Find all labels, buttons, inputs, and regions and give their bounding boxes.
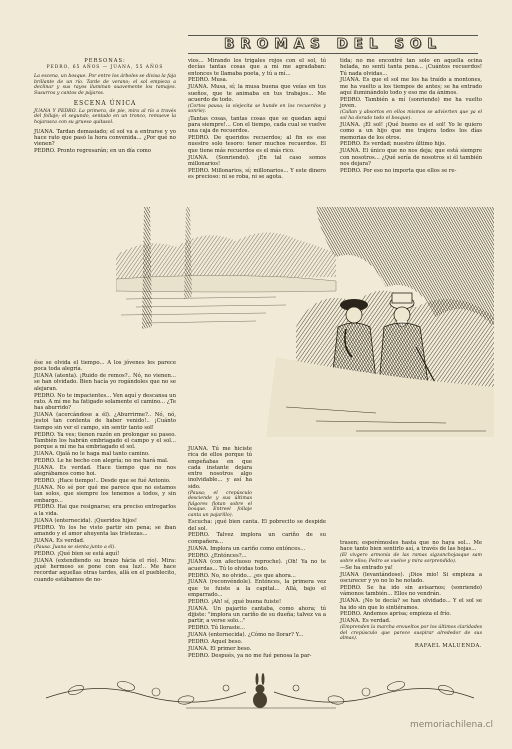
dialogue-line: JUANA. Es verdad. xyxy=(340,618,391,625)
dialogue-line: PEDRO. Le he becho con alegría; no me hará mal. xyxy=(34,458,169,465)
dialogue-line: vios... Mirando los trigales rojos con el sol, tú decías tantas cosas que a mí me agradaban: entonces te llamaba poeta, y tú a mí... xyxy=(188,58,326,77)
dialogue-line: PEDRO. De queridos recuerdos; al fin es ese nuestro solo tesoro: tener muchos recuerdos. El que tiene más recuerdos es el más rico. xyxy=(188,135,326,154)
scene-direction: JUANA Y PEDRO. La primera, de pie, mira al río a través del follaje; el segundo, sentado en un tronco, remueve la hojarasca con su grueso quitasol. xyxy=(34,108,176,126)
dialogue-line: JUANA. Es verdad. Hace tiempo que no nos alegrábamos como hoi. xyxy=(34,464,176,478)
dialogue-line: JUANA. (Sonriendo). ¡En tal caso somos millonarios! xyxy=(188,154,326,167)
page-title: BROMAS DEL SOL xyxy=(188,35,478,54)
dialogue-line: PEDRO. Pronto regresarán; en un día como xyxy=(34,148,151,155)
stage-direction: (El vivgero armonía de las ramas sigzanchojasque sam sobre ellos; Pedro se vuelve y mira sorprendido). xyxy=(340,553,482,564)
stage-direction: (Pausa. Juana se sienta junto a él). xyxy=(34,544,116,550)
scene-heading: ESCENA ÚNICA xyxy=(73,99,137,107)
dialogue-line: JUANA. El primer beso. xyxy=(188,646,252,652)
column-middle-top xyxy=(188,58,326,181)
setting-text: La escena, un bosque. Por entre los árboles se divisa la faja brillante de un río. Tarde de verano; el sol empieza a declinar y sus rayos iluminan suavemente los ramajes. Susurros y cantos de pájaros. xyxy=(34,74,176,96)
dialogue-line: PEDRO. Después, ya no me fué penosa la par- xyxy=(188,652,312,659)
dialogue-line: PEDRO. No te impacientes... Ven aquí y descansa un rato. A mí me ha fatigado solamente el camino... ¿Te has aburrido? xyxy=(34,392,176,412)
author-signature: RAFAEL MALUENDA. xyxy=(414,642,482,649)
dialogue-line: PEDRO. Se ha ido sin avisarnos; (sonriendo) vámonos también... Ellos no vendrán. xyxy=(340,585,482,598)
cast-list: PEDRO, 65 AÑOS — JUANA, 55 AÑOS xyxy=(46,64,164,70)
dialogue-line: JUANA (levantándose). ¡Dios mio! Si empieza a oscurecer y yo no lo he notado. xyxy=(340,571,482,585)
rabbit-icon xyxy=(253,673,267,708)
dialogue-line: JUANA. Tú me hiciste rica de ellos porque tú empeñabas en que cada instante dejara entre nosotros algo inolvidable... y así ha sido. xyxy=(188,446,252,490)
dialogue-line: PEDRO. También a mí (sonriendo) me ha vuelto joven. xyxy=(340,96,482,110)
dialogue-line: PEDRO. Yo los he visto partir sin pena; se iban amando y el amor ahuyenta las tristezas... xyxy=(34,524,176,537)
column-left-bottom xyxy=(34,360,176,583)
column-right-top xyxy=(340,58,482,175)
dialogue-line: PEDRO. ¿Entónces?... xyxy=(188,552,247,559)
stage-direction: (Callan y absortos en ellos mismos se advierten que ya el sol ha dorado todo el bosque). xyxy=(340,110,482,121)
dialogue-line: PEDRO. Hai que resignarse; era preciso entregarlos a la vida. xyxy=(34,504,176,517)
dialogue-line: JUANA. Tardan demasiado; el sol va a entrarse y yo hace rato que pasó la hora convenida... ¿Por qué no vienen? xyxy=(34,128,176,148)
dialogue-line: PEDRO. No, no olvido... ¿es que ahora... xyxy=(188,572,296,579)
dialogue-line: trasen; esperémosles hasta que no haya sol... Me hace tanto bien sentirlo así, a través de las hojas... xyxy=(340,540,482,553)
dialogue-line: ése se olvida el tiempo... A los jóvenes les parece poca toda alegría. xyxy=(34,360,176,373)
dialogue-line: PEDRO. Aquel beso. xyxy=(188,639,243,646)
dialogue-line: —Se ha entrado ya! xyxy=(340,564,393,571)
dialogue-line: JUANA (enternecida). ¿Cómo no llorar? Y... xyxy=(188,632,304,639)
dialogue-line: JUANA. ¡El sol! ¡Qué bueno es el sol! Yo le quiero como a un hijo que me trajera todos los días memorias de los otros. xyxy=(340,121,482,141)
dialogue-line: JUANA (enternecida). ¡Queridos hijos! xyxy=(34,517,137,524)
dialogue-line: JUANA. Es verdad. xyxy=(34,537,85,544)
dialogue-line: PEDRO. Ya ves; tienen razón en prolongar su paseo. También los habrán embriagado el campo y el sol... porque a mí me ha embriagado el sol. xyxy=(34,431,176,451)
dialogue-line: JUANA (reconvéndole). Entónces, la primera vez que te fuiste a la capital... Allá, bajo el emparrado... xyxy=(188,579,326,599)
dialogue-line: JUANA. Musa, sí; la musa buena que veías en tus sueños, que te animaba en tus trabajos... Me acuerdo de todo. xyxy=(188,84,326,103)
dialogue-line: PEDRO. ¡Qué bien se está aquí! xyxy=(34,550,120,557)
dialogue-line: tida; no me encontré tan solo en aquella ocina helada, no sentí tanta pena... ¡Cuántos recuerdos! Tú nada olvidas... xyxy=(340,58,482,77)
dialogue-line: PEDRO. ¡Hace tiempo!.. Desde que se fué Antonio. xyxy=(34,478,171,485)
floral-footer-ornament xyxy=(36,670,484,710)
dialogue-line: JUANA (extendiendo su brazo hácia el río). Mira: ¡qué hermoso se pone con esa luz!.. Me hace recordar aquellas otras tardes, allá en el pueblecito, cuando estábamos de no- xyxy=(34,557,176,583)
stage-direction: (Cortos pausa; la viejecita se hunde en los recuerdos y sonríe). xyxy=(188,103,326,115)
dialogue-line: PEDRO. Millonarios, sí; millonarios... Y este dinero es precioso: ni se roba, ni se agota. xyxy=(188,167,326,181)
stage-direction: (Pausa; el crepúsculo desciende y sus últimas fulgores flotan sobre el bosque. Entreel follaje canta un pajarillo). xyxy=(188,490,252,519)
dialogue-line: JUANA. Implora un cariño como entónces... xyxy=(188,545,306,552)
column-middle-bottom xyxy=(188,446,326,660)
dialogue-line: JUANA. Ojalá no le haga mal tanto camino. xyxy=(34,451,150,458)
dialogue-line: PEDRO. Musa. xyxy=(188,77,228,84)
dialogue-line: JUANA (atenta). ¡Ruido de remos?.. Nó, no vienen... se han olvidado. Bien hacía yo rogándoles que no se alejaran. xyxy=(34,373,176,392)
column-right-bottom xyxy=(340,540,482,649)
dialogue-line: PEDRO. Es verdad; nuestro último hijo. xyxy=(340,141,446,148)
dialogue-line: JUANA. Un pajarito cantaba, como ahora; tú dijiste: "implora un cariño de su dueña; talvez va a partir, a verse solo..." xyxy=(188,605,326,625)
watermark: memoriachilena.cl xyxy=(410,720,494,730)
dialogue-line: PEDRO. Talvez implora un cariño de su compañera... xyxy=(188,532,326,545)
dialogue-line: JUANA. No sé por qué me parece que no estamos tan solos, que siempre los tenemos a todos, y sin embargo... xyxy=(34,484,176,504)
dialogue-line: ¡Tantas cosas, tantas cosas que se quedan aquí para siempre!... Con el tiempo, cada cual se vuelve una caja de recuerdos. xyxy=(188,115,326,135)
dialogue-line: JUANA. El único que no nos deja; que está siempre con nosotros... ¿Qué sería de nosotros si él también nos dejara? xyxy=(340,148,482,167)
dialogue-line: JUANA (con afectuoso reproche). ¡Oh! Ya no te acuerdas... Tú lo olvidas todo. xyxy=(188,559,326,572)
stage-direction: (Emprenden la marcha envueltos por los últimos claridades del crepúsculo que parece suspirar alrededor de sus almas). xyxy=(340,625,483,642)
dialogue-line: PEDRO. Tú lloraste... xyxy=(188,625,245,632)
dialogue-line: Escucha: ¡qué bien canta. El pobrecito se despide del sol. xyxy=(188,519,326,532)
dialogue-line: PEDRO. ¡Ah! sí, ¡qué buena fuiste! xyxy=(188,598,282,605)
column-left-top xyxy=(34,58,176,155)
dialogue-line: JUANA (acercándose a él). ¿Aburrirme?.. Nó, nó, jestoi tan contenta de haber venido!.. ¡Cuánto tiempo sin ver el campo, sin sentir tanto sol! xyxy=(34,412,176,431)
dialogue-line: PEDRO. Andemos aprisa; empieza el frío. xyxy=(340,611,452,618)
dialogue-line: JUANA. Es que el sol me los ha traído a montones, me ha vuelto a los tiempos de antes; se ha entrado aquí iluminándolo todo y eso me da ánimos. xyxy=(340,77,482,97)
dialogue-line: JUANA. ¡No te decía? se han olvidado... Y el sol se ha ido sin que lo sintiéramos. xyxy=(340,598,482,611)
dialogue-line: PEDRO. Por eso no importa que ellos se re- xyxy=(340,167,457,174)
cast-heading: PERSONAS: xyxy=(84,58,126,64)
